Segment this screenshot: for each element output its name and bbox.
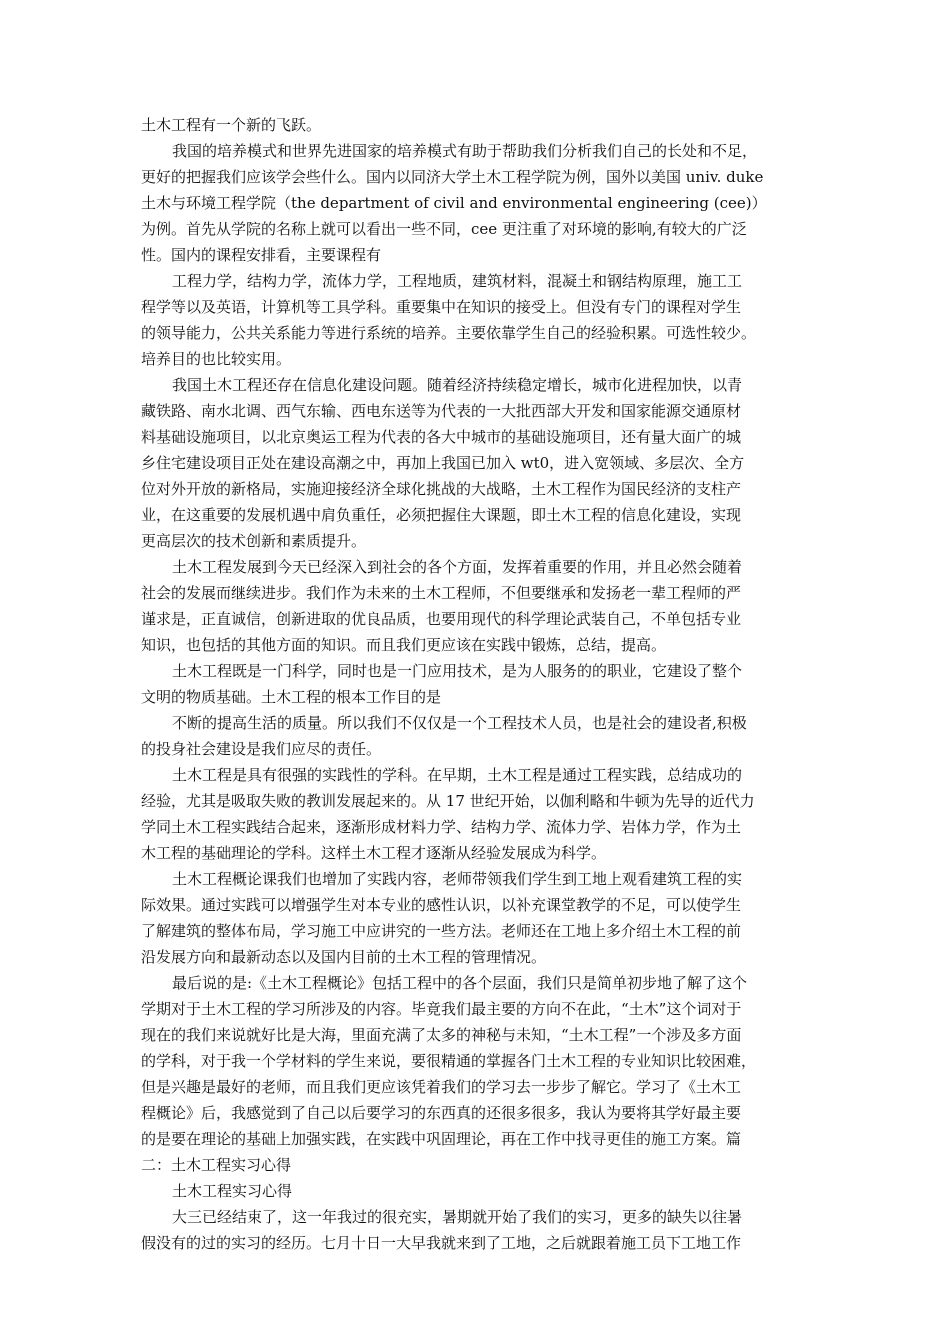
text-line: 学同土木工程实践结合起来，逐渐形成材料力学、结构力学、流体力学、岩体力学，作为土 — [141, 818, 742, 836]
text-line: 现在的我们来说就好比是大海，里面充满了太多的神秘与未知，“土木工程”一个涉及多方面 — [141, 1026, 742, 1044]
text-line: 乡住宅建设项目正处在建设高潮之中，再加上我国已加入 wt0，进入宽领域、多层次、全方 — [141, 454, 745, 472]
text-line: 更好的把握我们应该学会些什么。国内以同济大学土木工程学院为例，国外以美国 univ. duke — [141, 168, 764, 186]
text-line: 藏铁路、南水北调、西气东输、西电东送等为代表的一大批西部大开发和国家能源交通原材 — [141, 402, 742, 420]
text-line: 料基础设施项目，以北京奥运工程为代表的各大中城市的基础设施项目，还有量大面广的城 — [141, 428, 742, 446]
text-line: 了解建筑的整体布局，学习施工中应讲究的一些方法。老师还在工地上多介绍土木工程的前 — [141, 922, 742, 940]
text-line: 不断的提高生活的质量。所以我们不仅仅是一个工程技术人员，也是社会的建设者,积极 — [172, 714, 747, 732]
text-line: 土木工程是具有很强的实践性的学科。在早期，土木工程是通过工程实践，总结成功的 — [172, 766, 743, 784]
document-body — [141, 112, 816, 1256]
text-line: 学期对于土木工程的学习所涉及的内容。毕竟我们最主要的方向不在此，“土木”这个词对于 — [141, 1000, 742, 1018]
text-line: 的投身社会建设是我们应尽的责任。 — [141, 740, 382, 758]
text-line: 的领导能力，公共关系能力等进行系统的培养。主要依靠学生自己的经验积累。可选性较少。 — [141, 324, 757, 342]
text-line: 更高层次的技术创新和素质提升。 — [141, 532, 367, 550]
text-line: 程学等以及英语，计算机等工具学科。重要集中在知识的接受上。但没有专门的课程对学生 — [141, 298, 742, 316]
text-line: 程概论》后，我感觉到了自己以后要学习的东西真的还很多很多，我认为要将其学好最主要 — [141, 1104, 742, 1122]
text-line: 土木工程既是一门科学，同时也是一门应用技术，是为人服务的的职业，它建设了整个 — [172, 662, 743, 680]
text-line: 知识，也包括的其他方面的知识。而且我们更应该在实践中锻炼，总结，提高。 — [141, 636, 667, 654]
text-line: 为例。首先从学院的名称上就可以看出一些不同，cee 更注重了对环境的影响,有较大的广泛 — [141, 220, 747, 238]
text-line: 木工程的基础理论的学科。这样土木工程才逐渐从经验发展成为科学。 — [141, 844, 607, 862]
text-line: 业，在这重要的发展机遇中肩负重任，必须把握住大课题，即土木工程的信息化建设，实现 — [141, 506, 742, 524]
text-line: 的学科，对于我一个学材料的学生来说，要很精通的掌握各门土木工程的专业知识比较困难， — [141, 1052, 757, 1070]
text-line: 经验，尤其是吸取失败的教训发展起来的。从 17 世纪开始，以伽利略和牛顿为先导的近代力 — [141, 792, 755, 810]
text-line: 我国的培养模式和世界先进国家的培养模式有助于帮助我们分析我们自己的长处和不足， — [172, 142, 758, 160]
text-line: 最后说的是:《土木工程概论》包括工程中的各个层面，我们只是简单初步地了解了这个 — [172, 974, 748, 992]
text-line: 土木与环境工程学院（the department of civil and environmental engineering (cee)） — [141, 194, 767, 212]
text-line: 但是兴趣是最好的老师，而且我们更应该凭着我们的学习去一步步了解它。学习了《土木工 — [141, 1078, 742, 1096]
text-line: 土木工程发展到今天已经深入到社会的各个方面，发挥着重要的作用，并且必然会随着 — [172, 558, 743, 576]
text-line: 培养目的也比较实用。 — [141, 350, 292, 368]
text-line: 沿发展方向和最新动态以及国内目前的土木工程的管理情况。 — [141, 948, 547, 966]
text-line: 大三已经结束了，这一年我过的很充实，暑期就开始了我们的实习，更多的缺失以往暑 — [172, 1208, 743, 1226]
text-line: 假没有的过的实习的经历。七月十日一大早我就来到了工地，之后就跟着施工员下工地工作 — [141, 1234, 742, 1252]
text-line: 社会的发展而继续进步。我们作为未来的土木工程师，不但要继承和发扬老一辈工程师的严 — [141, 584, 742, 602]
text-line: 工程力学，结构力学，流体力学，工程地质，建筑材料，混凝土和钢结构原理，施工工 — [172, 272, 743, 290]
text-line: 土木工程概论课我们也增加了实践内容，老师带领我们学生到工地上观看建筑工程的实 — [172, 870, 743, 888]
text-line: 位对外开放的新格局，实施迎接经济全球化挑战的大战略，土木工程作为国民经济的支柱产 — [141, 480, 742, 498]
text-line: 文明的物质基础。土木工程的根本工作目的是 — [141, 688, 442, 706]
text-line: 土木工程有一个新的飞跃。 — [141, 116, 322, 134]
text-line: 际效果。通过实践可以增强学生对本专业的感性认识，以补充课堂教学的不足，可以使学生 — [141, 896, 742, 914]
text-line: 的是要在理论的基础上加强实践，在实践中巩固理论，再在工作中找寻更佳的施工方案。篇 — [141, 1130, 742, 1148]
text-line: 谨求是，正直诚信，创新进取的优良品质，也要用现代的科学理论武装自己，不单包括专业 — [141, 610, 742, 628]
text-line: 我国土木工程还存在信息化建设问题。随着经济持续稳定增长，城市化进程加快，以青 — [172, 376, 743, 394]
text-line: 性。国内的课程安排看，主要课程有 — [141, 246, 382, 264]
text-line: 土木工程实习心得 — [172, 1182, 293, 1200]
text-line: 二：土木工程实习心得 — [141, 1156, 292, 1174]
